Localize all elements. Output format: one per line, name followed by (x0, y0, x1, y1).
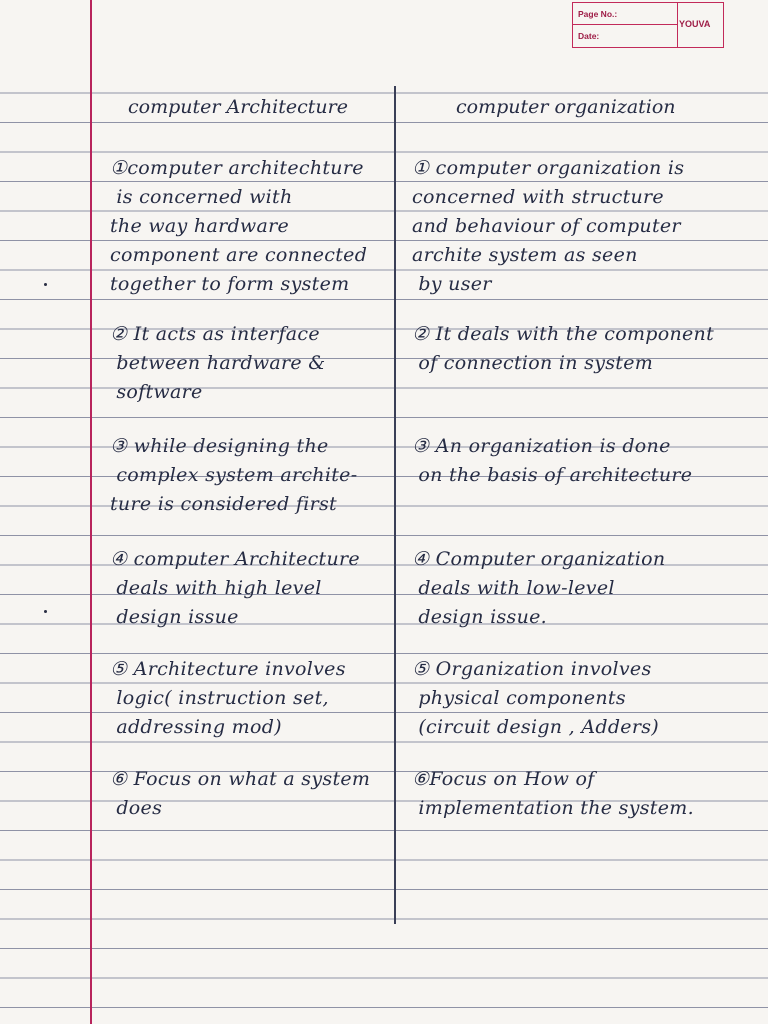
right-cell-line: implementation the system. (412, 797, 694, 819)
left-column-heading: computer Architecture (128, 96, 348, 118)
page-no-row (573, 3, 677, 25)
left-cell-line: ①computer architechture (110, 157, 364, 179)
right-cell-line: ④ Computer organization (412, 548, 666, 570)
right-cell-line: ⑤ Organization involves (412, 658, 652, 680)
right-cell-line: of connection in system (412, 352, 654, 374)
left-cell-line: logic( instruction set, (110, 687, 329, 709)
left-cell-line: ⑤ Architecture involves (110, 658, 346, 680)
brand-label: YOUVA (679, 19, 711, 29)
left-cell-line: ⑥ Focus on what a system (110, 768, 371, 790)
left-cell-line: between hardware & (110, 352, 326, 374)
left-cell-line: complex system archite- (110, 464, 358, 486)
right-cell-line: physical components (412, 687, 626, 709)
right-cell-line: design issue. (412, 606, 548, 628)
right-cell-line: and behaviour of computer (412, 215, 681, 237)
left-cell-line: software (110, 381, 203, 403)
left-cell-line: component are connected (110, 244, 368, 266)
stray-dot (44, 283, 47, 286)
right-cell-line: ⑥Focus on How of (412, 768, 595, 790)
right-cell-line: ③ An organization is done (412, 435, 671, 457)
bleed-through-area (0, 0, 86, 64)
right-cell-line: (circuit design , Adders) (412, 716, 659, 738)
right-cell-line: ① computer organization is (412, 157, 685, 179)
right-column-heading: computer organization (456, 96, 676, 118)
left-cell-line: is concerned with (110, 186, 293, 208)
left-cell-line: design issue (110, 606, 239, 628)
left-cell-line: ② It acts as interface (110, 323, 320, 345)
margin-line (90, 0, 92, 1024)
left-cell-line: ③ while designing the (110, 435, 329, 457)
left-cell-line: addressing mod) (110, 716, 282, 738)
page-header-box (572, 2, 724, 48)
date-label: Date: (578, 31, 600, 41)
right-cell-line: by user (412, 273, 492, 295)
column-divider (394, 86, 396, 924)
right-cell-line: concerned with structure (412, 186, 664, 208)
header-box-fields (573, 3, 678, 47)
right-cell-line: deals with low-level (412, 577, 615, 599)
right-cell-line: ② It deals with the component (412, 323, 715, 345)
left-cell-line: together to form system (110, 273, 350, 295)
left-cell-line: does (110, 797, 163, 819)
stray-dot (44, 610, 47, 613)
right-cell-line: archite system as seen (412, 244, 638, 266)
left-cell-line: deals with high level (110, 577, 322, 599)
page-no-label: Page No.: (578, 9, 618, 19)
left-cell-line: ture is considered first (110, 493, 337, 515)
right-cell-line: on the basis of architecture (412, 464, 693, 486)
left-cell-line: ④ computer Architecture (110, 548, 360, 570)
left-cell-line: the way hardware (110, 215, 290, 237)
